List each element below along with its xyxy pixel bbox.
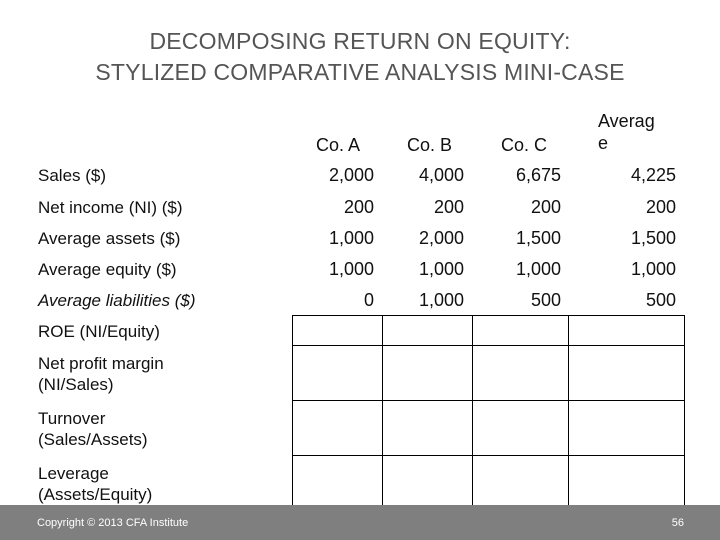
grid-line-col-2 (472, 315, 473, 515)
row-label-leverage-line-1: Leverage (38, 464, 109, 483)
cell-sales-co-a: 2,000 (328, 165, 374, 185)
cell-average-liabilities-co-b: 1,000 (418, 290, 464, 310)
grid-line-col-0 (292, 315, 293, 515)
cell-average-equity-average: 1,000 (630, 259, 676, 279)
grid-line-top (292, 315, 685, 316)
cell-sales-average: 4,225 (630, 165, 676, 185)
page-number: 56 (671, 517, 684, 529)
cell-average-equity-co-a: 1,000 (328, 259, 374, 279)
row-label-sales: Sales ($) (38, 166, 107, 185)
cell-average-liabilities-co-c: 500 (530, 290, 561, 310)
cell-average-equity-co-b: 1,000 (418, 259, 464, 279)
cell-average-assets-co-b: 2,000 (418, 228, 464, 248)
cell-net-income-co-b: 200 (433, 197, 464, 217)
grid-line-col-4 (684, 315, 685, 515)
cell-average-assets-average: 1,500 (630, 228, 676, 248)
row-label-net-income: Net income (NI) ($) (38, 198, 183, 217)
answer-grid (292, 315, 685, 515)
row-label-leverage-line-2: (Assets/Equity) (38, 485, 153, 504)
row-label-average-liabilities: Average liabilities ($) (38, 291, 196, 310)
cell-net-income-average: 200 (645, 197, 676, 217)
grid-line-col-3 (568, 315, 569, 515)
header-average (598, 110, 655, 154)
cell-sales-co-c: 6,675 (515, 165, 561, 185)
row-label-average-equity: Average equity ($) (38, 260, 177, 279)
cell-average-liabilities-average: 500 (645, 290, 676, 310)
row-label-roe: ROE (NI/Equity) (38, 322, 160, 341)
grid-line-row-1 (292, 345, 685, 346)
row-label-turnover-line-1: Turnover (38, 409, 106, 428)
header-co-b: Co. B (407, 135, 453, 155)
row-label-net-profit-margin-line-2: (NI/Sales) (38, 375, 114, 394)
grid-line-row-2 (292, 400, 685, 401)
row-label-net-profit-margin-line-1: Net profit margin (38, 354, 164, 373)
copyright-text: Copyright © 2013 CFA Institute (37, 517, 189, 529)
row-label-turnover (38, 408, 148, 450)
title-line-1: DECOMPOSING RETURN ON EQUITY: (149, 28, 571, 54)
cell-net-income-co-c: 200 (530, 197, 561, 217)
header-average-line-2: e (598, 133, 609, 153)
row-label-net-profit-margin (38, 353, 164, 395)
header-average-line-1: Averag (598, 111, 655, 131)
cell-average-liabilities-co-a: 0 (363, 290, 374, 310)
row-label-average-assets: Average assets ($) (38, 229, 181, 248)
header-co-c: Co. C (501, 135, 548, 155)
slide-title (0, 26, 720, 88)
footer-bar (0, 505, 720, 540)
row-label-turnover-line-2: (Sales/Assets) (38, 430, 148, 449)
grid-line-row-3 (292, 455, 685, 456)
cell-average-assets-co-a: 1,000 (328, 228, 374, 248)
cell-average-equity-co-c: 1,000 (515, 259, 561, 279)
title-line-2: STYLIZED COMPARATIVE ANALYSIS MINI-CASE (95, 59, 625, 85)
row-label-leverage (38, 463, 152, 505)
cell-net-income-co-a: 200 (343, 197, 374, 217)
header-co-a: Co. A (316, 135, 361, 155)
cell-sales-co-b: 4,000 (418, 165, 464, 185)
cell-average-assets-co-c: 1,500 (515, 228, 561, 248)
grid-line-col-1 (382, 315, 383, 515)
